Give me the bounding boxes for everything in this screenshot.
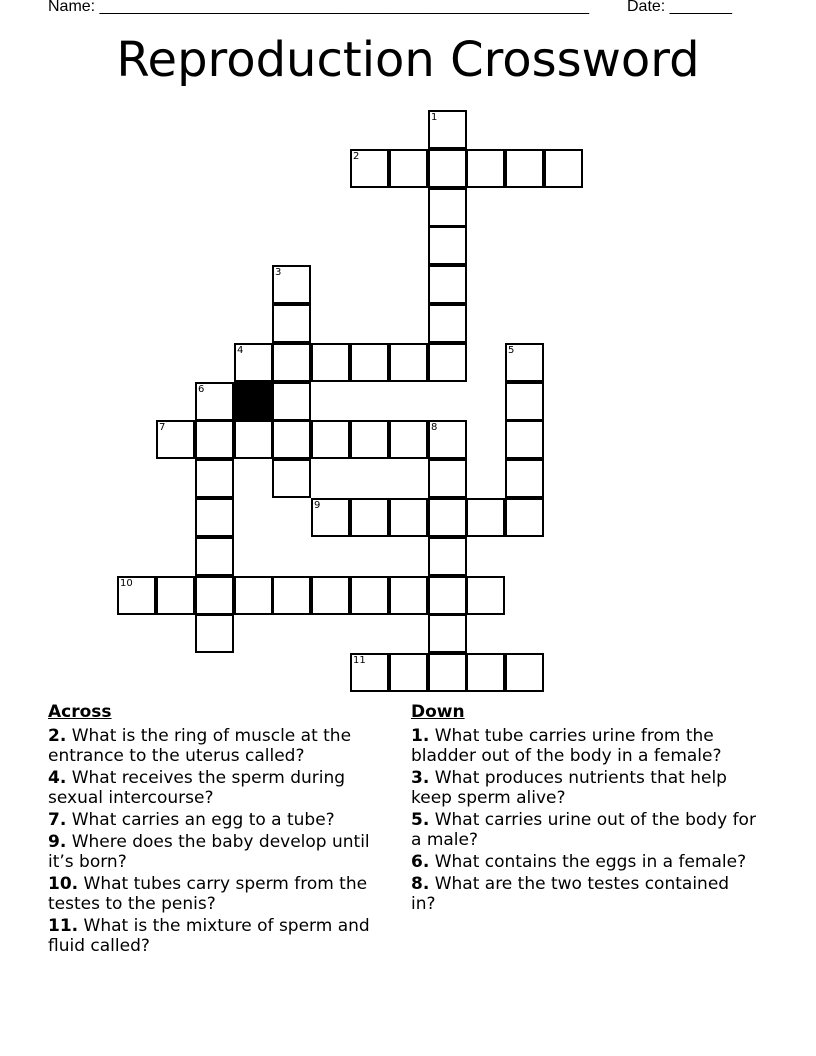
clue-number: 2 <box>353 151 360 162</box>
crossword-cell[interactable] <box>428 188 467 227</box>
across-heading: Across <box>48 702 112 722</box>
clue-across-7: 7. What carries an egg to a tube? <box>48 810 335 830</box>
crossword-cell[interactable] <box>272 420 311 459</box>
crossword-cell[interactable] <box>272 265 311 304</box>
crossword-cell[interactable] <box>389 343 428 382</box>
crossword-cell[interactable] <box>195 614 234 653</box>
crossword-cell[interactable] <box>428 110 467 149</box>
crossword-cell[interactable] <box>195 498 234 537</box>
crossword-cell[interactable] <box>350 343 389 382</box>
crossword-cell[interactable] <box>195 576 234 615</box>
crossword-cell[interactable] <box>505 382 544 421</box>
crossword-cell[interactable] <box>272 459 311 498</box>
crossword-cell[interactable] <box>428 537 467 576</box>
crossword-cell[interactable] <box>350 149 389 188</box>
clue-down-8: 8. What are the two testes contained in? <box>411 874 730 914</box>
crossword-cell[interactable] <box>234 343 273 382</box>
across-clues <box>48 702 393 958</box>
crossword-cell[interactable] <box>311 343 350 382</box>
clue-down-1: 1. What tube carries urine from the bladder out of the body in a female? <box>411 726 722 766</box>
crossword-cell[interactable] <box>195 420 234 459</box>
crossword-cell[interactable] <box>195 459 234 498</box>
clue-number: 10 <box>120 578 133 589</box>
crossword-cell[interactable] <box>428 576 467 615</box>
clue-down-6: 6. What contains the eggs in a female? <box>411 852 747 872</box>
blocked-cell <box>234 382 273 421</box>
crossword-cell[interactable] <box>389 149 428 188</box>
crossword-cell[interactable] <box>428 459 467 498</box>
crossword-cell[interactable] <box>389 576 428 615</box>
crossword-cell[interactable] <box>428 420 467 459</box>
crossword-cell[interactable] <box>117 576 156 615</box>
clue-number: 1 <box>431 112 438 123</box>
clue-across-2: 2. What is the ring of muscle at the entrance to the uterus called? <box>48 726 352 766</box>
crossword-cell[interactable] <box>428 343 467 382</box>
clue-down-3: 3. What produces nutrients that help keep sperm alive? <box>411 768 727 808</box>
crossword-cell[interactable] <box>428 498 467 537</box>
clue-number: 3 <box>275 267 282 278</box>
crossword-cell[interactable] <box>428 304 467 343</box>
crossword-cell[interactable] <box>505 343 544 382</box>
crossword-cell[interactable] <box>428 226 467 265</box>
crossword-cell[interactable] <box>389 653 428 692</box>
clue-number: 7 <box>159 422 166 433</box>
crossword-cell[interactable] <box>466 576 505 615</box>
crossword-cell[interactable] <box>272 382 311 421</box>
crossword-cell[interactable] <box>428 265 467 304</box>
date-field-line: Date: _______ <box>627 0 732 15</box>
crossword-cell[interactable] <box>466 653 505 692</box>
clue-across-9: 9. Where does the baby develop until it’s born? <box>48 832 370 872</box>
name-field-line: Name: _______________________________________________________ <box>48 0 589 15</box>
clue-across-10: 10. What tubes carry sperm from the testes to the penis? <box>48 874 368 914</box>
crossword-cell[interactable] <box>428 149 467 188</box>
crossword-cell[interactable] <box>466 149 505 188</box>
crossword-cell[interactable] <box>311 420 350 459</box>
crossword-cell[interactable] <box>195 382 234 421</box>
crossword-cell[interactable] <box>505 653 544 692</box>
crossword-cell[interactable] <box>195 537 234 576</box>
page-title: Reproduction Crossword <box>116 32 700 88</box>
crossword-cell[interactable] <box>272 343 311 382</box>
crossword-cell[interactable] <box>350 420 389 459</box>
crossword-cell[interactable] <box>350 498 389 537</box>
clue-number: 8 <box>431 422 438 433</box>
crossword-cell[interactable] <box>428 653 467 692</box>
crossword-cell[interactable] <box>428 614 467 653</box>
crossword-cell[interactable] <box>466 498 505 537</box>
crossword-cell[interactable] <box>234 420 273 459</box>
crossword-cell[interactable] <box>389 498 428 537</box>
crossword-cell[interactable] <box>505 420 544 459</box>
crossword-cell[interactable] <box>234 576 273 615</box>
clue-number: 4 <box>237 345 244 356</box>
clue-number: 6 <box>198 384 205 395</box>
crossword-cell[interactable] <box>311 576 350 615</box>
clue-number: 11 <box>353 655 366 666</box>
crossword-cell[interactable] <box>350 576 389 615</box>
crossword-cell[interactable] <box>505 149 544 188</box>
clue-down-5: 5. What carries urine out of the body for a male? <box>411 810 756 850</box>
crossword-cell[interactable] <box>272 576 311 615</box>
crossword-cell[interactable] <box>156 576 195 615</box>
crossword-cell[interactable] <box>505 498 544 537</box>
clue-number: 9 <box>314 500 321 511</box>
crossword-cell[interactable] <box>544 149 583 188</box>
down-heading: Down <box>411 702 465 722</box>
clue-number: 5 <box>508 345 515 356</box>
crossword-cell[interactable] <box>350 653 389 692</box>
crossword-cell[interactable] <box>156 420 195 459</box>
clue-across-11: 11. What is the mixture of sperm and fluid called? <box>48 916 370 956</box>
crossword-cell[interactable] <box>505 459 544 498</box>
crossword-cell[interactable] <box>389 420 428 459</box>
down-clues <box>411 702 756 916</box>
clue-across-4: 4. What receives the sperm during sexual intercourse? <box>48 768 346 808</box>
crossword-cell[interactable] <box>311 498 350 537</box>
crossword-cell[interactable] <box>272 304 311 343</box>
